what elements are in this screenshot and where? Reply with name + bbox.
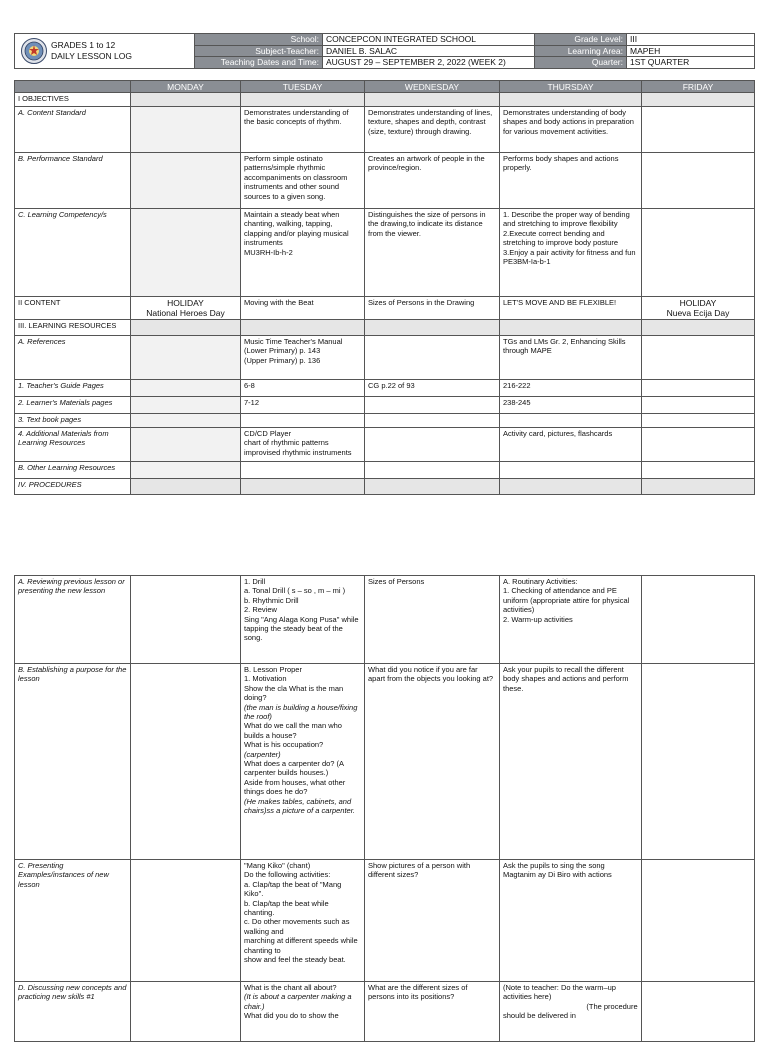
area-value: MAPEH [627,45,755,57]
day-thursday: THURSDAY [500,81,642,93]
competency-wed: Distinguishes the size of persons in the drawing,to indicate its distance from the viewer. [365,209,500,297]
quarter-value: 1ST QUARTER [627,57,755,69]
content-tue: Moving with the Beat [241,297,365,320]
references-tue: Music Time Teacher's Manual (Lower Primary) p. 143 (Upper Primary) p. 136 [241,336,365,380]
other-resources-label: B. Other Learning Resources [15,462,131,479]
additional-tue: CD/CD Player chart of rhythmic patterns improvised rhythmic instruments [241,428,365,462]
reviewing-wed: Sizes of Persons [365,576,500,664]
content-fri: HOLIDAY Nueva Ecija Day [642,297,755,320]
corner-header [15,81,131,93]
content-wed: Sizes of Persons in the Drawing [365,297,500,320]
lm-pages-tue: 7-12 [241,397,365,414]
day-tuesday: TUESDAY [241,81,365,93]
objectives-heading: I OBJECTIVES [15,93,131,107]
lm-pages-thu: 238-245 [500,397,642,414]
dates-value: AUGUST 29 – SEPTEMBER 2, 2022 (WEEK 2) [323,57,535,69]
reviewing-label: A. Reviewing previous lesson or presenting the new lesson [15,576,131,664]
objectives-table [14,80,755,495]
content-label: II CONTENT [15,297,131,320]
performance-standard-wed: Creates an artwork of people in the province/region. [365,153,500,209]
discussing-wed: What are the different sizes of persons into its positions? [365,982,500,1042]
content-standard-tue: Demonstrates understanding of the basic concepts of rhythm. [241,107,365,153]
teacher-value: DANIEL B. SALAC [323,45,535,57]
additional-label: 4. Additional Materials from Learning Resources [15,428,131,462]
content-thu: LET'S MOVE AND BE FLEXIBLE! [500,297,642,320]
quarter-label: Quarter: [535,57,627,69]
procedures-table [14,575,755,1042]
purpose-tue: B. Lesson Proper 1. Motivation Show the cla What is the man doing? (the man is building a house/fixing the roof) What do we call the man who builds a house? What is his occupation? (carpenter) What does a carpenter do? (A carpenter builds houses.) Aside from houses, what other things does he do? (He makes tables, cabinets, and chairs)ss a picture of a carpenter. [241,664,365,860]
tg-pages-tue: 6-8 [241,380,365,397]
day-wednesday: WEDNESDAY [365,81,500,93]
content-mon: HOLIDAY National Heroes Day [131,297,241,320]
purpose-thu: Ask your pupils to recall the different body shapes and actions and perform these. [500,664,642,860]
presenting-wed: Show pictures of a person with different sizes? [365,860,500,982]
content-standard-label: A. Content Standard [15,107,131,153]
teacher-label: Subject-Teacher: [195,45,323,57]
content-standard-wed: Demonstrates understanding of lines, texture, shapes and depth, contrast (size, texture) through drawing. [365,107,500,153]
deped-seal-icon [21,38,47,64]
reviewing-tue: 1. Drill a. Tonal Drill ( s – so , m – mi ) b. Rhythmic Drill 2. Review Sing "Ang Alaga Kong Pusa" while tapping the steady beat of the song. [241,576,365,664]
area-label: Learning Area: [535,45,627,57]
school-value: CONCEPCON INTEGRATED SCHOOL [323,34,535,46]
header-table [14,33,755,69]
references-label: A. References [15,336,131,380]
performance-standard-thu: Performs body shapes and actions properly. [500,153,642,209]
logo-cell [15,34,195,69]
additional-thu: Activity card, pictures, flashcards [500,428,642,462]
day-friday: FRIDAY [642,81,755,93]
references-thu: TGs and LMs Gr. 2, Enhancing Skills through MAPE [500,336,642,380]
textbook-label: 3. Text book pages [15,414,131,428]
content-standard-thu: Demonstrates understanding of body shapes and body actions in preparation for various movement activities. [500,107,642,153]
presenting-tue: "Mang Kiko" (chant) Do the following activities: a. Clap/tap the beat of "Mang Kiko". b. Clap/tap the beat while chanting. c. Do other movements such as walking and marching at different speeds while chanting to show and feel the steady beat. [241,860,365,982]
dates-label: Teaching Dates and Time: [195,57,323,69]
resources-heading: III. LEARNING RESOURCES [15,320,131,336]
competency-thu: 1. Describe the proper way of bending and stretching to improve flexibility 2.Execute correct bending and stretching to improve body posture 3.Enjoy a pair activity for fitness and fun PE3BM-Ia-b-1 [500,209,642,297]
procedures-heading: IV. PROCEDURES [15,479,131,495]
presenting-label: C. Presenting Examples/instances of new lesson [15,860,131,982]
purpose-label: B. Establishing a purpose for the lesson [15,664,131,860]
purpose-wed: What did you notice if you are far apart from the objects you looking at? [365,664,500,860]
log-title-dll: DAILY LESSON LOG [51,51,132,61]
competency-label: C. Learning Competency/s [15,209,131,297]
performance-standard-label: B. Performance Standard [15,153,131,209]
discussing-thu: (Note to teacher: Do the warm–up activities here) (The procedure should be delivered in [500,982,642,1042]
performance-standard-tue: Perform simple ostinato patterns/simple rhythmic accompaniments on classroom instruments and other sound sources to a given song. [241,153,365,209]
day-monday: MONDAY [131,81,241,93]
tg-pages-wed: CG p.22 of 93 [365,380,500,397]
discussing-label: D. Discussing new concepts and practicing new skills #1 [15,982,131,1042]
tg-pages-thu: 216-222 [500,380,642,397]
school-label: School: [195,34,323,46]
competency-tue: Maintain a steady beat when chanting, walking, tapping, clapping and/or playing musical instruments MU3RH-Ib-h-2 [241,209,365,297]
grade-label: Grade Level: [535,34,627,46]
lm-pages-label: 2. Learner's Materials pages [15,397,131,414]
log-title-grades: GRADES 1 to 12 [51,40,116,50]
reviewing-thu: A. Routinary Activities: 1. Checking of attendance and PE uniform (appropriate attire for physical activities) 2. Warm-up activities [500,576,642,664]
discussing-tue: What is the chant all about? (It is about a carpenter making a chair.) What did you do to show the [241,982,365,1042]
presenting-thu: Ask the pupils to sing the song Magtanim ay Di Biro with actions [500,860,642,982]
tg-pages-label: 1. Teacher's Guide Pages [15,380,131,397]
grade-value: III [627,34,755,46]
